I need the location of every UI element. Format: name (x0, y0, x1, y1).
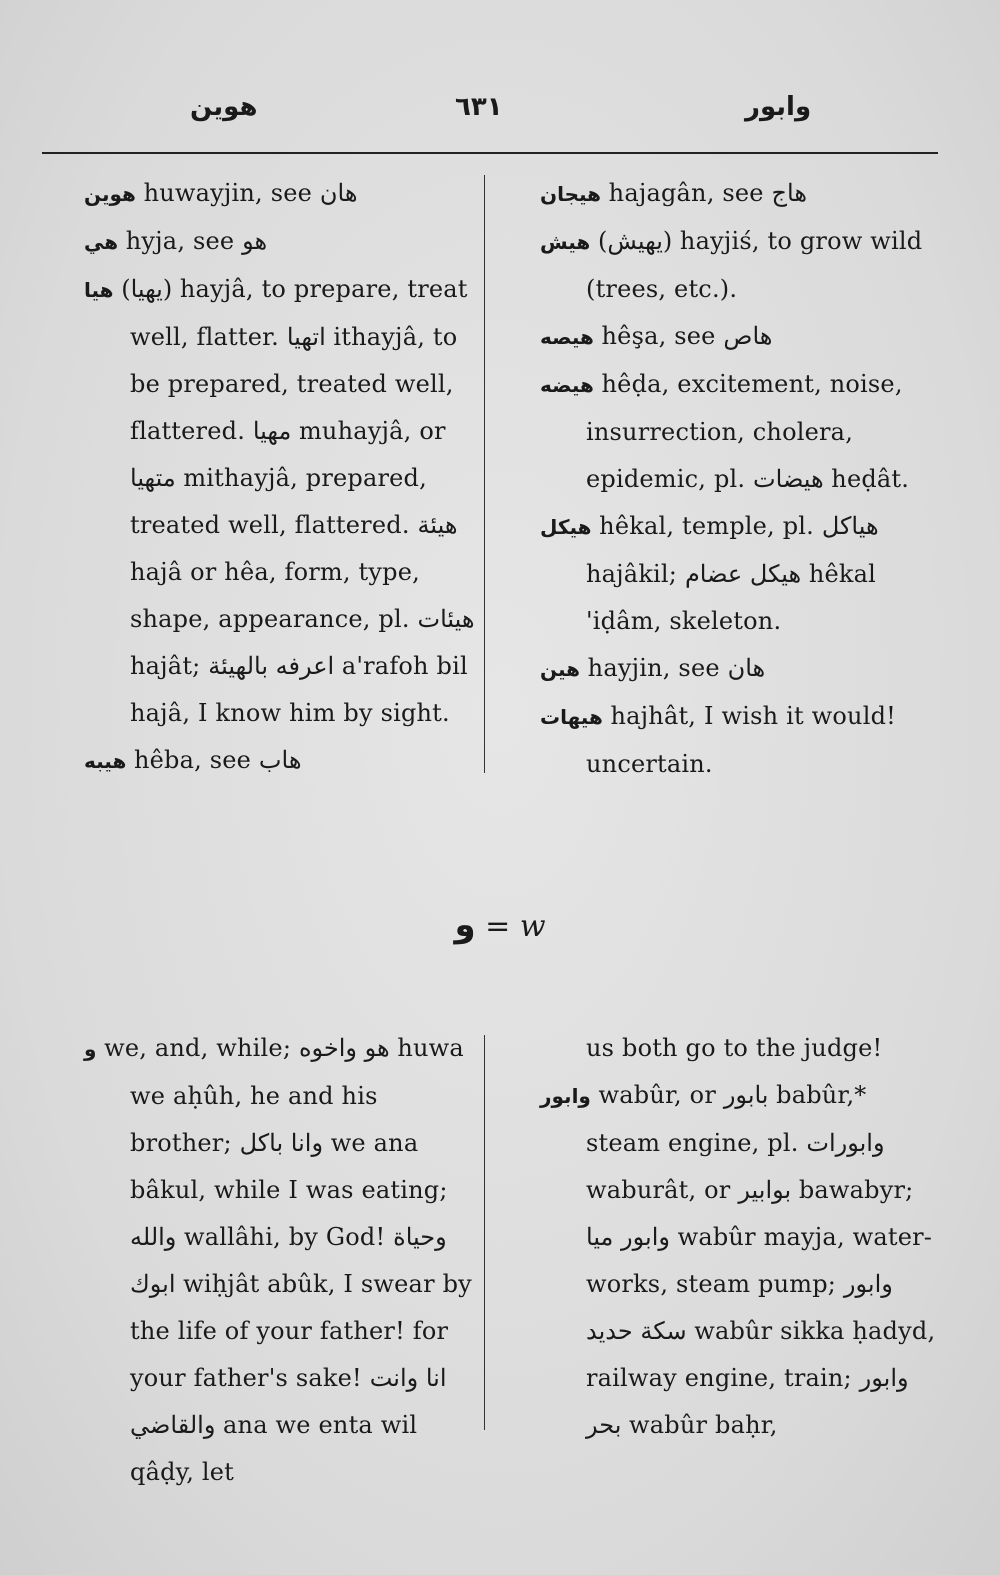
running-head-right: وابور (745, 92, 812, 122)
entry (540, 218, 940, 313)
entry-arabic: هيا (84, 278, 114, 302)
entry (540, 170, 940, 218)
entry-text: (يهيش) hayjiś, to grow wild (trees, etc.). (586, 227, 923, 303)
top-left-column (84, 170, 478, 785)
entry (540, 503, 940, 645)
entry (84, 266, 478, 737)
entry-arabic: هيجان (540, 182, 602, 206)
entry-arabic: و (84, 1037, 97, 1061)
entry-arabic: هيبه (84, 749, 127, 773)
entry (84, 170, 478, 218)
section-equals: = (485, 909, 511, 944)
entry-arabic: هين (540, 657, 581, 681)
entry-text: we, and, while; هو واخوه huwa we aḥûh, he and his brother; وانا باكل we ana bâkul, while I was eating; والله wallâhi, by God! وحياة ابوك wiḥjât abûk, I swear by the life of your father! for your father's sake! انا وانت والقاضي ana we enta wil qâḍy, let (104, 1034, 472, 1486)
top-right-column (540, 170, 940, 788)
entry-arabic: هي (84, 230, 119, 254)
running-head-left: هوين (190, 92, 258, 122)
entry-arabic: وابور (540, 1084, 591, 1108)
entry-arabic: هيكل (540, 515, 592, 539)
entry-text: hêşa, see هاص (601, 322, 773, 350)
entry (84, 218, 478, 266)
entry-text: (يهيا) hayjâ, to prepare, treat well, flatter. اتهيا ithayjâ, to be prepared, treated well, flattered. مهيا muhayjâ, or متهيا mithayjâ, prepared, treated well, flattered. هيئة hajâ or hêa, form, type, shape, appearance, pl. هيئات hajât; اعرفه بالهيئة a'rafoh bil hajâ, I know him by sight. (121, 275, 475, 727)
entry-text: huwayjin, see هان (143, 179, 358, 207)
bottom-left-column (84, 1025, 478, 1496)
column-rule-bottom (484, 1035, 485, 1430)
entry-text: us both go to the judge! (586, 1034, 883, 1062)
entry (84, 1025, 478, 1496)
entry-text: hêba, see هاب (133, 746, 302, 774)
entry-continuation (540, 1025, 940, 1072)
section-letter-latin: w (519, 909, 546, 944)
entry (540, 645, 940, 693)
entry-text: hyja, see هو (125, 227, 268, 255)
letter-section-heading (0, 905, 1000, 945)
bottom-right-column (540, 1025, 940, 1449)
entry (540, 693, 940, 788)
header-rule (42, 152, 938, 154)
entry-text: hajagân, see هاج (608, 179, 807, 207)
entry (540, 313, 940, 361)
entry-arabic: هوين (84, 182, 136, 206)
entry-text: hêḍa, excitement, noise, insurrection, cholera, epidemic, pl. هيضات heḍât. (586, 370, 910, 493)
page-number: ٦٣١ (455, 92, 503, 122)
entry-text: hayjin, see هان (587, 654, 766, 682)
entry-arabic: هيش (540, 230, 591, 254)
entry-text: hajhât, I wish it would! uncertain. (586, 702, 896, 778)
entry-arabic: هيصه (540, 325, 594, 349)
entry-text: hêkal, temple, pl. هياكل hajâkil; هيكل عضام hêkal 'iḍâm, skeleton. (586, 512, 879, 635)
section-letter-arabic: و (454, 905, 476, 945)
entry-arabic: هيهات (540, 705, 603, 729)
entry-arabic: هيضه (540, 373, 594, 397)
column-rule-top (484, 175, 485, 773)
entry (84, 737, 478, 785)
entry-text: wabûr, or بابور babûr,* steam engine, pl. وابورات waburât, or بوابير bawabyr; وابور ميا wabûr mayja, water-works, steam pump; وابور سكة حديد wabûr sikka ḥadyd, railway engine, train; وابور بحر wabûr baḥr, (586, 1081, 936, 1439)
entry (540, 1072, 940, 1449)
entry (540, 361, 940, 503)
